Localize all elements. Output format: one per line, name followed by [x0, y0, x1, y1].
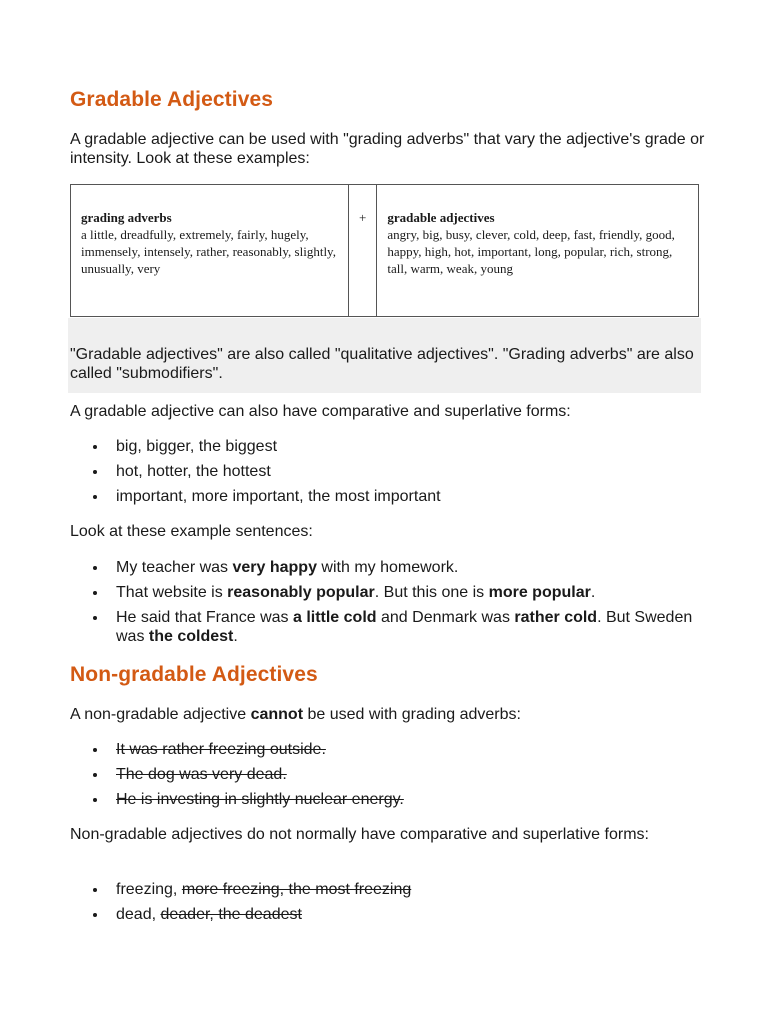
bullet-icon — [93, 913, 97, 917]
list-item: important, more important, the most important — [70, 487, 710, 506]
list-item: The dog was very dead. — [70, 765, 710, 784]
examples-paragraph: Look at these example sentences: — [70, 523, 313, 540]
heading-gradable-adjectives: Gradable Adjectives — [70, 88, 274, 111]
wrong-examples-list — [70, 740, 710, 815]
no-comparative-list — [70, 880, 710, 930]
bullet-icon — [93, 445, 97, 449]
list-item: That website is reasonably popular. But this one is more popular. — [70, 583, 710, 602]
gradable-adjectives-list: angry, big, busy, clever, cold, deep, fast, friendly, good, happy, high, hot, important, long, popular, rich, strong, tall, warm, weak, young — [387, 227, 675, 276]
list-item: dead, deader, the deadest — [70, 905, 710, 924]
examples-table — [70, 184, 699, 317]
bullet-icon — [93, 566, 97, 570]
grading-adverbs-cell — [71, 185, 349, 317]
bullet-icon — [93, 888, 97, 892]
bullet-icon — [93, 495, 97, 499]
list-item: It was rather freezing outside. — [70, 740, 710, 759]
plus-sign: + — [359, 210, 367, 225]
grading-adverbs-list: a little, dreadfully, extremely, fairly, hugely, immensely, intensely, rather, reasonably, slightly, unusually, very — [81, 227, 336, 276]
bullet-icon — [93, 616, 97, 620]
grading-adverbs-title: grading adverbs — [81, 210, 172, 225]
gradable-adjectives-cell — [377, 185, 699, 317]
example-sentences-list — [70, 558, 710, 652]
comparative-paragraph: A gradable adjective can also have comparative and superlative forms: — [70, 403, 571, 420]
heading-non-gradable-adjectives: Non-gradable Adjectives — [70, 663, 318, 686]
list-item: big, bigger, the biggest — [70, 437, 710, 456]
list-item: He is investing in slightly nuclear energy. — [70, 790, 710, 809]
list-item: hot, hotter, the hottest — [70, 462, 710, 481]
non-gradable-intro: A non-gradable adjective cannot be used with grading adverbs: — [70, 706, 521, 723]
list-item: freezing, more freezing, the most freezing — [70, 880, 710, 899]
list-item: My teacher was very happy with my homework. — [70, 558, 710, 577]
note-text: "Gradable adjectives" are also called "qualitative adjectives". "Grading adverbs" are also called "submodifiers". — [70, 346, 694, 382]
bullet-icon — [93, 748, 97, 752]
bullet-icon — [93, 470, 97, 474]
note-box — [68, 318, 701, 393]
gradable-adjectives-title: gradable adjectives — [387, 210, 495, 225]
bullet-icon — [93, 798, 97, 802]
plus-cell — [349, 185, 377, 317]
forms-list — [70, 437, 710, 512]
bullet-icon — [93, 773, 97, 777]
bullet-icon — [93, 591, 97, 595]
intro-paragraph: A gradable adjective can be used with "grading adverbs" that vary the adjective's grade or intensity. Look at these examples: — [70, 131, 705, 167]
no-comparative-paragraph: Non-gradable adjectives do not normally have comparative and superlative forms: — [70, 826, 649, 843]
list-item: He said that France was a little cold and Denmark was rather cold. But Sweden was the coldest. — [70, 608, 710, 646]
